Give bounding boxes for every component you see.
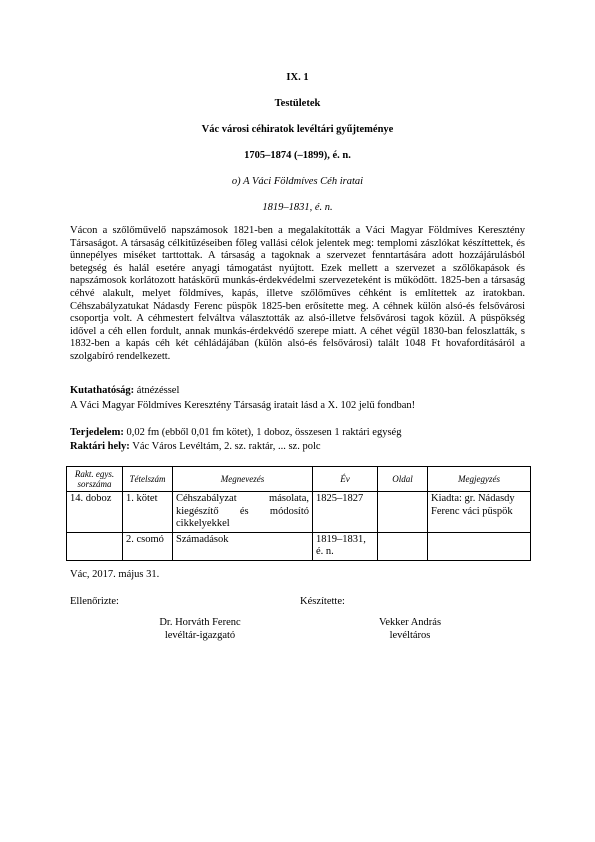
table-row <box>67 532 531 560</box>
research-line <box>70 385 530 396</box>
column-header: Megnevezés <box>173 467 313 492</box>
column-header: Rakt. egys. sorszáma <box>67 467 123 492</box>
signatory-name: Vekker András <box>378 617 442 628</box>
table-cell: 2. csomó <box>123 532 173 560</box>
table-cell: 1825–1827 <box>313 492 378 533</box>
history-paragraph: Vácon a szőlőművelő napszámosok 1821-ben a megalakították a Váci Magyar Földmíves Keresztény Társaságot. A társaság célkitűzéseiben főleg vallási célok jelentek meg: templomi zászlókat készíttettek, és ünnepélyes miséket tarttottak. A társaság a tagoknak a szervezet fenntartására adott hozzájárulásból betegség és halál esetére anyagi támogatást nyújtott. Ezek mellett a szervezet a szőlőkapások és napszámosok korlátozott hatáskörű munkás-érdekvédelmi szervezeteként is működött. 1825-ben a társaság céhvé alakult, melyet földmíves, kapás, illetve szőlőműves céhként is említettek az iratokban. Céhszabályzatukat Nádasdy Ferenc püspök 1825-ben erősítette meg. A céhnek külön alsó-és felsővárosi csoportja volt. A céhmestert felváltva választották az alsó-illetve felsővárosi tagok közül. A püspökség idővel a céh ellen fordult, annak munkás-érdekvédő szerepe miatt. A céhet végül 1830-ban feloszlatták, s 1832-ben a kapás céh két céhládájában (külön alsó-és felsővárosi) talált 1048 Ft hovafordításáról a szolgabíró rendelkezett. <box>70 225 525 362</box>
table-header-row <box>67 467 531 492</box>
extent-line <box>70 427 530 438</box>
signature-left <box>120 616 280 642</box>
extent-label: Terjedelem: <box>70 427 124 438</box>
table-cell: 1819–1831, é. n. <box>313 532 378 560</box>
location-label: Raktári hely: <box>70 441 130 452</box>
prepared-label: Készítette: <box>300 596 345 607</box>
table-cell: Kiadta: gr. Nádasdy Ferenc váci püspök <box>428 492 531 533</box>
signature-right <box>340 616 480 642</box>
column-header: Megjegyzés <box>428 467 531 492</box>
table-cell: Céhszabályzat másolata, kiegészítő és módosító cikkelyekkel <box>173 492 313 533</box>
column-header: Év <box>313 467 378 492</box>
record-number: IX. 1 <box>286 72 309 83</box>
column-header: Oldal <box>378 467 428 492</box>
table-cell <box>378 532 428 560</box>
location-line <box>70 441 530 452</box>
checked-label: Ellenőrizte: <box>70 596 119 607</box>
table-cell <box>67 532 123 560</box>
signatory-title: levéltáros <box>389 630 431 641</box>
place-date: Vác, 2017. május 31. <box>70 569 160 580</box>
table-row <box>67 492 531 533</box>
location-value: Vác Város Levéltám, 2. sz. raktár, ... sz. polc <box>129 441 321 452</box>
table-cell: Számadások <box>173 532 313 560</box>
collection-title: Vác városi céhiratok levéltári gyűjteménye <box>201 124 394 135</box>
research-value: átnézéssel <box>134 385 180 396</box>
fond-years: 1819–1831, é. n. <box>262 202 333 213</box>
signatory-title: levéltár-igazgató <box>164 630 236 641</box>
units-table <box>66 466 531 561</box>
table-cell: 1. kötet <box>123 492 173 533</box>
table-cell: 14. doboz <box>67 492 123 533</box>
collection-years: 1705–1874 (–1899), é. n. <box>244 150 351 161</box>
extent-value: 0,02 fm (ebből 0,01 fm kötet), 1 doboz, összesen 1 raktári egység <box>123 427 402 438</box>
column-header: Tételszám <box>123 467 173 492</box>
research-note: A Váci Magyar Földmíves Keresztény Társaság iratait lásd a X. 102 jelű fondban! <box>70 400 416 411</box>
section-title: Testületek <box>274 98 321 109</box>
signatory-name: Dr. Horváth Ferenc <box>159 617 241 628</box>
table-cell <box>428 532 531 560</box>
fond-title: o) A Váci Földmíves Céh iratai <box>231 176 364 187</box>
table-cell <box>378 492 428 533</box>
research-label: Kutathatóság: <box>70 385 135 396</box>
